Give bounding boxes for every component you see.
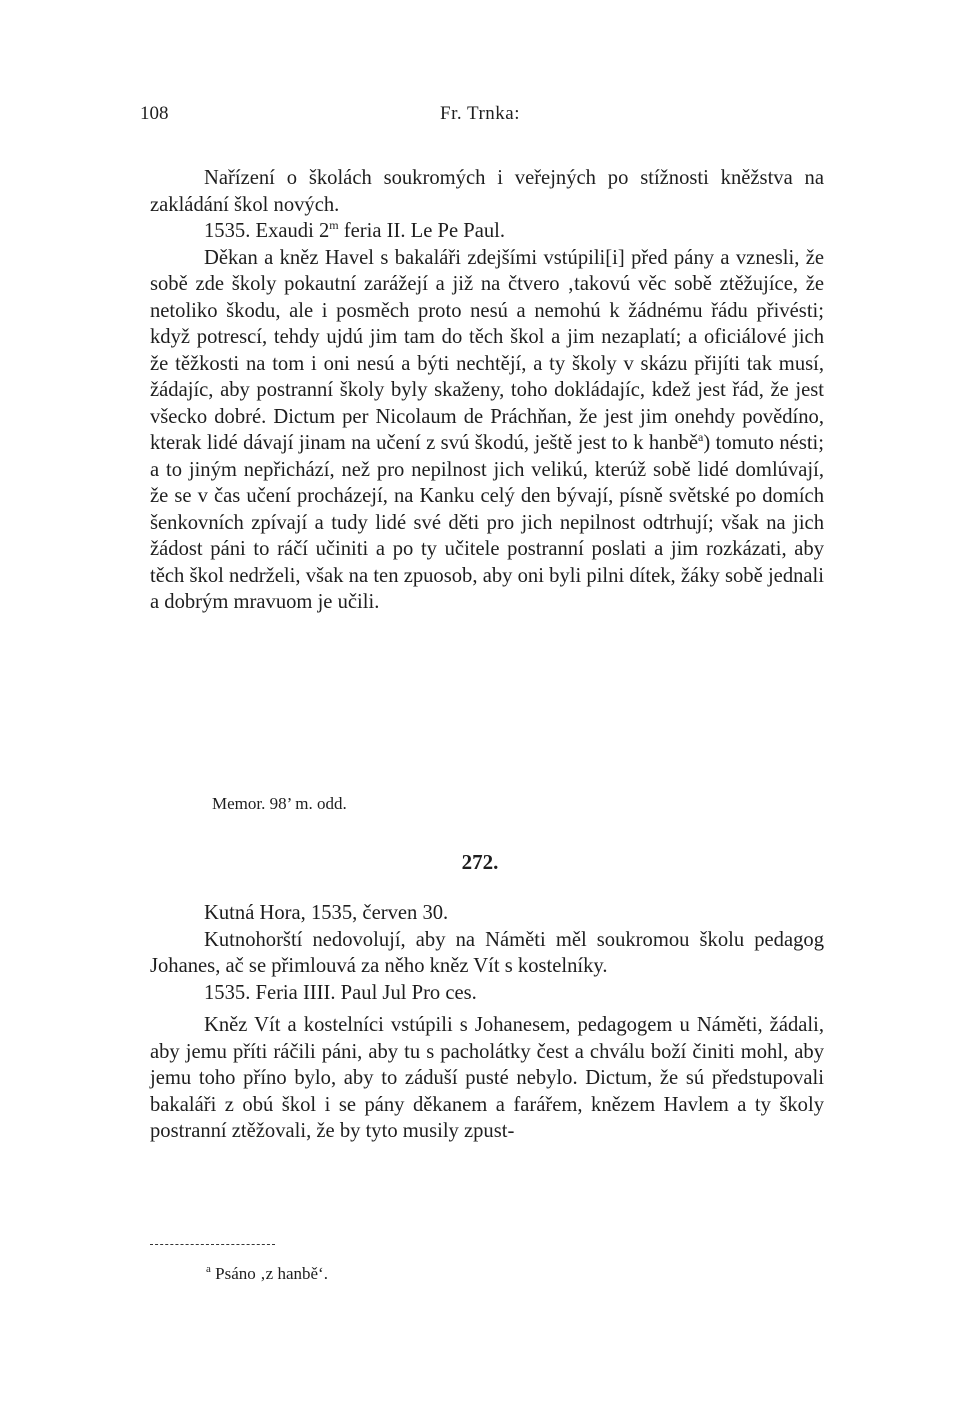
entry-date-line [150,218,824,245]
entry-body-part1: Děkan a kněz Havel s bakaláři zdejšími vstúpili[i] před pány a vznesli, že sobě zde školy pokautní zarážejí a již na čtvero ‚takovú věc sobě ztěžujíce, že netoliko škodu, ale i posměch proto nesú a nemohú k žádnému řádu přivésti; když potrescí, tehdy ujdú jim tam do těch škol a jim nezaplatí; a oficiálové jich že těžkosti na tom i oni nesú a býti nechtějí, a ty školy v skázu přijíti tak musí, žádajíc, aby postranní školy byly skaženy, toho dokládajíc, kdež jest řád, že jest všecko dobré. Dictum per Nicolaum de Práchňan, že jest jim onehdy povědíno, kterak lidé dávají jinam na učení z svú škodú, ještě jest to k hanbě [150,246,824,454]
entry-body: Kněz Vít a kostelníci vstúpili s Johanesem, pedagogem u Náměti, žádali, aby jemu příti ráčili páni, aby tu s pacholátky čest a chválu boží činiti mohl, aby jemu toho příno bylo, aby to záduší pusté nebylo. Dictum, že sú předstupovali bakaláři z obú škol i se pány děkanem a farářem, knězem Havlem a ty školy postranní ztěžovali, že by tyto musily zpust- [150,1014,824,1142]
running-head [140,103,820,133]
date-line-tail: feria II. Le Pe Paul. [338,220,506,242]
entry-place-date: Kutná Hora, 1535, červen 30. [204,902,449,924]
footnote-mark: a [206,1263,211,1275]
entry-date-line: 1535. Feria IIII. Paul Jul Pro ces. [204,981,477,1004]
entry-body-part2: ) tomuto nésti; a to jiným nepřichází, než pro nepilnost jich velikú, kterúž sobě lidé domlúvají, že se v čas učení procházejí, na Kanku celý den bývají, písně světské po domích šenkovních zpívají a tudy lidé své děti pro jich nepilnost odtrhují; však na jich žádost páni to ráčí učiniti a po ty učitele postranní poslati a jim rozkázati, aby těch škol nedrželi, však na ten zpuosob, aby oni byli pilni dítek, žáky sobě jednali a dobrým mravuom je učili. [150,432,824,613]
footnote-text: Psáno ‚z hanbě‘. [210,1264,328,1283]
entry-body [150,245,824,616]
page-number: 108 [140,103,169,124]
date-line-text: 1535. Exaudi 2 [204,220,330,242]
date-superscript: m [329,218,339,232]
entry-summary: Kutnohorští nedovolují, aby na Náměti měl soukromou školu pedagog Johanes, ač se přimlouvá za něho kněz Vít s kostelníky. [150,928,824,977]
source-citation: Memor. 98’ m. odd. [212,794,347,813]
footnote-divider [150,1244,275,1245]
document-number: 272. [461,850,499,874]
footnote-reference: a [698,430,704,444]
entry-271-text [150,165,824,616]
running-title: Fr. Trnka: [440,103,520,124]
footnote [206,1264,328,1284]
entry-272-text [150,900,824,1145]
entry-summary: Nařízení o školách soukromých i veřejných po stížnosti kněžstva na zakládání škol nových. [150,167,824,216]
